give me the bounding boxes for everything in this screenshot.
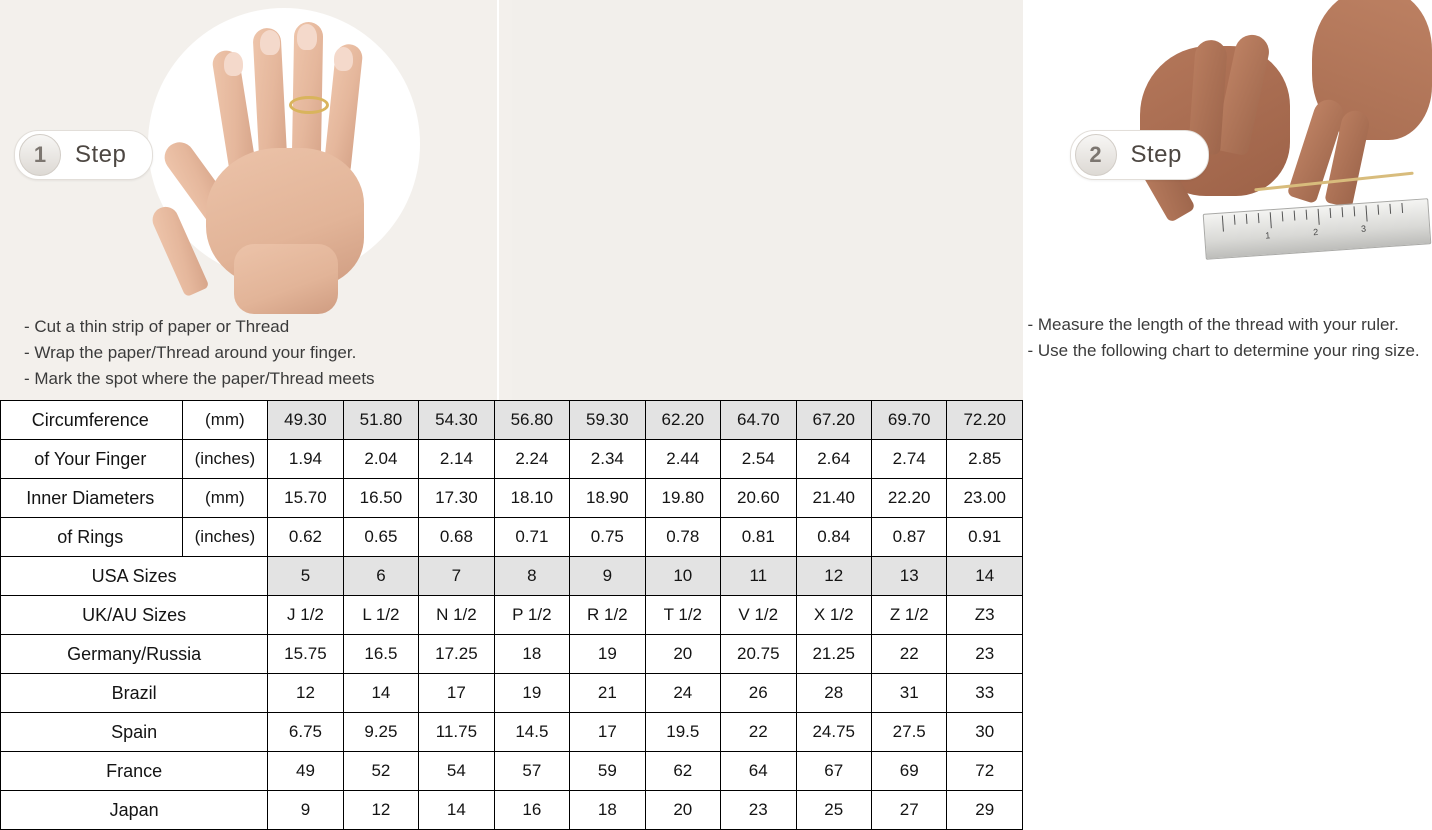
cell: 13 <box>871 557 946 596</box>
cell: 17 <box>419 674 494 713</box>
cell: 64.70 <box>721 401 796 440</box>
cell: 0.87 <box>871 518 946 557</box>
cell: X 1/2 <box>796 596 871 635</box>
cell: 27.5 <box>871 713 946 752</box>
cell: 11.75 <box>419 713 494 752</box>
step-1-label: Step <box>75 141 127 168</box>
cell: 72.20 <box>947 401 1023 440</box>
ring-size-table <box>0 400 1023 830</box>
step-2-panel <box>512 0 1420 400</box>
cell: R 1/2 <box>570 596 645 635</box>
step-1-panel <box>0 0 512 400</box>
cell: 0.71 <box>494 518 569 557</box>
table-row <box>1 518 1023 557</box>
ring-band-icon <box>289 96 329 114</box>
cell: 2.44 <box>645 440 720 479</box>
cell: 67.20 <box>796 401 871 440</box>
cell: N 1/2 <box>419 596 494 635</box>
table-row <box>1 635 1023 674</box>
table-row <box>1 791 1023 830</box>
cell: 2.64 <box>796 440 871 479</box>
row-label: France <box>1 752 268 791</box>
ruler-number: 3 <box>1360 223 1366 234</box>
cell: L 1/2 <box>343 596 418 635</box>
step-1-number: 1 <box>19 134 61 176</box>
cell: 0.75 <box>570 518 645 557</box>
cell: 20 <box>645 791 720 830</box>
cell: 2.14 <box>419 440 494 479</box>
table-row <box>1 557 1023 596</box>
cell: 67 <box>796 752 871 791</box>
cell: 21 <box>570 674 645 713</box>
hand-illustration <box>148 8 420 280</box>
cell: 8 <box>494 557 569 596</box>
row-label: of Your Finger <box>1 440 183 479</box>
cell: V 1/2 <box>721 596 796 635</box>
row-label: Germany/Russia <box>1 635 268 674</box>
panel-divider <box>497 0 499 400</box>
cell: 12 <box>268 674 343 713</box>
cell: 0.68 <box>419 518 494 557</box>
cell: 22.20 <box>871 479 946 518</box>
cell: 29 <box>947 791 1023 830</box>
cell: 14 <box>419 791 494 830</box>
cell: 0.78 <box>645 518 720 557</box>
cell: 25 <box>796 791 871 830</box>
row-unit: (mm) <box>182 401 268 440</box>
cell: 62 <box>645 752 720 791</box>
cell: 17.30 <box>419 479 494 518</box>
cell: 24.75 <box>796 713 871 752</box>
cell: 23.00 <box>947 479 1023 518</box>
cell: 2.85 <box>947 440 1023 479</box>
cell: 54 <box>419 752 494 791</box>
cell: 64 <box>721 752 796 791</box>
row-unit: (inches) <box>182 518 268 557</box>
cell: 2.54 <box>721 440 796 479</box>
cell: 27 <box>871 791 946 830</box>
cell: 1.94 <box>268 440 343 479</box>
cell: 0.62 <box>268 518 343 557</box>
cell: 6.75 <box>268 713 343 752</box>
cell: 59 <box>570 752 645 791</box>
cell: 49 <box>268 752 343 791</box>
cell: 26 <box>721 674 796 713</box>
cell: 20.60 <box>721 479 796 518</box>
cell: 19 <box>570 635 645 674</box>
cell: 59.30 <box>570 401 645 440</box>
cell: 18.10 <box>494 479 569 518</box>
cell: 52 <box>343 752 418 791</box>
cell: P 1/2 <box>494 596 569 635</box>
table-row <box>1 401 1023 440</box>
instructions-section <box>0 0 1420 400</box>
cell: 2.74 <box>871 440 946 479</box>
cell: 19.5 <box>645 713 720 752</box>
cell: 22 <box>721 713 796 752</box>
cell: 49.30 <box>268 401 343 440</box>
cell: 62.20 <box>645 401 720 440</box>
table-row <box>1 596 1023 635</box>
row-label: USA Sizes <box>1 557 268 596</box>
cell: 14 <box>343 674 418 713</box>
cell: 17.25 <box>419 635 494 674</box>
step-2-badge <box>1070 130 1209 180</box>
cell: 18 <box>570 791 645 830</box>
cell: 15.70 <box>268 479 343 518</box>
cell: 20.75 <box>721 635 796 674</box>
step-1-instruction-line: - Cut a thin strip of paper or Thread <box>24 317 290 336</box>
cell: 16.5 <box>343 635 418 674</box>
row-label: Spain <box>1 713 268 752</box>
table-row <box>1 479 1023 518</box>
cell: 17 <box>570 713 645 752</box>
cell: 31 <box>871 674 946 713</box>
step-1-instruction-line: - Mark the spot where the paper/Thread meets <box>24 369 375 388</box>
cell: 0.65 <box>343 518 418 557</box>
step-1-instruction-line: - Wrap the paper/Thread around your finger. <box>24 343 357 362</box>
row-unit: (inches) <box>182 440 268 479</box>
table-row <box>1 674 1023 713</box>
cell: 56.80 <box>494 401 569 440</box>
cell: 6 <box>343 557 418 596</box>
row-label: Circumference <box>1 401 183 440</box>
row-label: UK/AU Sizes <box>1 596 268 635</box>
cell: 23 <box>721 791 796 830</box>
cell: 7 <box>419 557 494 596</box>
cell: 9 <box>268 791 343 830</box>
cell: 69 <box>871 752 946 791</box>
cell: J 1/2 <box>268 596 343 635</box>
row-unit: (mm) <box>182 479 268 518</box>
cell: 23 <box>947 635 1023 674</box>
ruler-number: 2 <box>1312 226 1319 238</box>
row-label: Japan <box>1 791 268 830</box>
cell: 30 <box>947 713 1023 752</box>
cell: 10 <box>645 557 720 596</box>
cell: 12 <box>796 557 871 596</box>
cell: 19 <box>494 674 569 713</box>
cell: 22 <box>871 635 946 674</box>
cell: 69.70 <box>871 401 946 440</box>
cell: 9.25 <box>343 713 418 752</box>
cell: 14.5 <box>494 713 569 752</box>
cell: 72 <box>947 752 1023 791</box>
table-row <box>1 713 1023 752</box>
cell: 19.80 <box>645 479 720 518</box>
cell: 20 <box>645 635 720 674</box>
cell: Z 1/2 <box>871 596 946 635</box>
cell: 18.90 <box>570 479 645 518</box>
cell: 54.30 <box>419 401 494 440</box>
cell: 21.25 <box>796 635 871 674</box>
ruler <box>1202 198 1431 260</box>
cell: 0.84 <box>796 518 871 557</box>
cell: 0.81 <box>721 518 796 557</box>
cell: 2.24 <box>494 440 569 479</box>
cell: 21.40 <box>796 479 871 518</box>
cell: 5 <box>268 557 343 596</box>
cell: 18 <box>494 635 569 674</box>
cell: 28 <box>796 674 871 713</box>
step-2-instruction-line: - Measure the length of the thread with your ruler. <box>1027 315 1399 334</box>
step-2-instructions <box>1028 312 1420 364</box>
cell: 15.75 <box>268 635 343 674</box>
cell: 14 <box>947 557 1023 596</box>
row-label: Inner Diameters <box>1 479 183 518</box>
row-label: of Rings <box>1 518 183 557</box>
cell: 16.50 <box>343 479 418 518</box>
cell: 24 <box>645 674 720 713</box>
hand-with-thread-photo <box>148 8 420 280</box>
cell: 0.91 <box>947 518 1023 557</box>
cell: 16 <box>494 791 569 830</box>
step-2-label: Step <box>1130 141 1182 168</box>
step-2-number: 2 <box>1075 134 1117 176</box>
cell: 57 <box>494 752 569 791</box>
cell: 12 <box>343 791 418 830</box>
ruler-number: 1 <box>1264 230 1271 241</box>
table-row <box>1 440 1023 479</box>
row-label: Brazil <box>1 674 268 713</box>
cell: 2.04 <box>343 440 418 479</box>
cell: 9 <box>570 557 645 596</box>
table-row <box>1 752 1023 791</box>
cell: 33 <box>947 674 1023 713</box>
cell: 2.34 <box>570 440 645 479</box>
cell: T 1/2 <box>645 596 720 635</box>
step-2-instruction-line: - Use the following chart to determine your ring size. <box>1027 341 1420 360</box>
step-1-badge <box>14 130 153 180</box>
cell: Z3 <box>947 596 1023 635</box>
cell: 11 <box>721 557 796 596</box>
cell: 51.80 <box>343 401 418 440</box>
step-1-instructions <box>24 314 375 392</box>
